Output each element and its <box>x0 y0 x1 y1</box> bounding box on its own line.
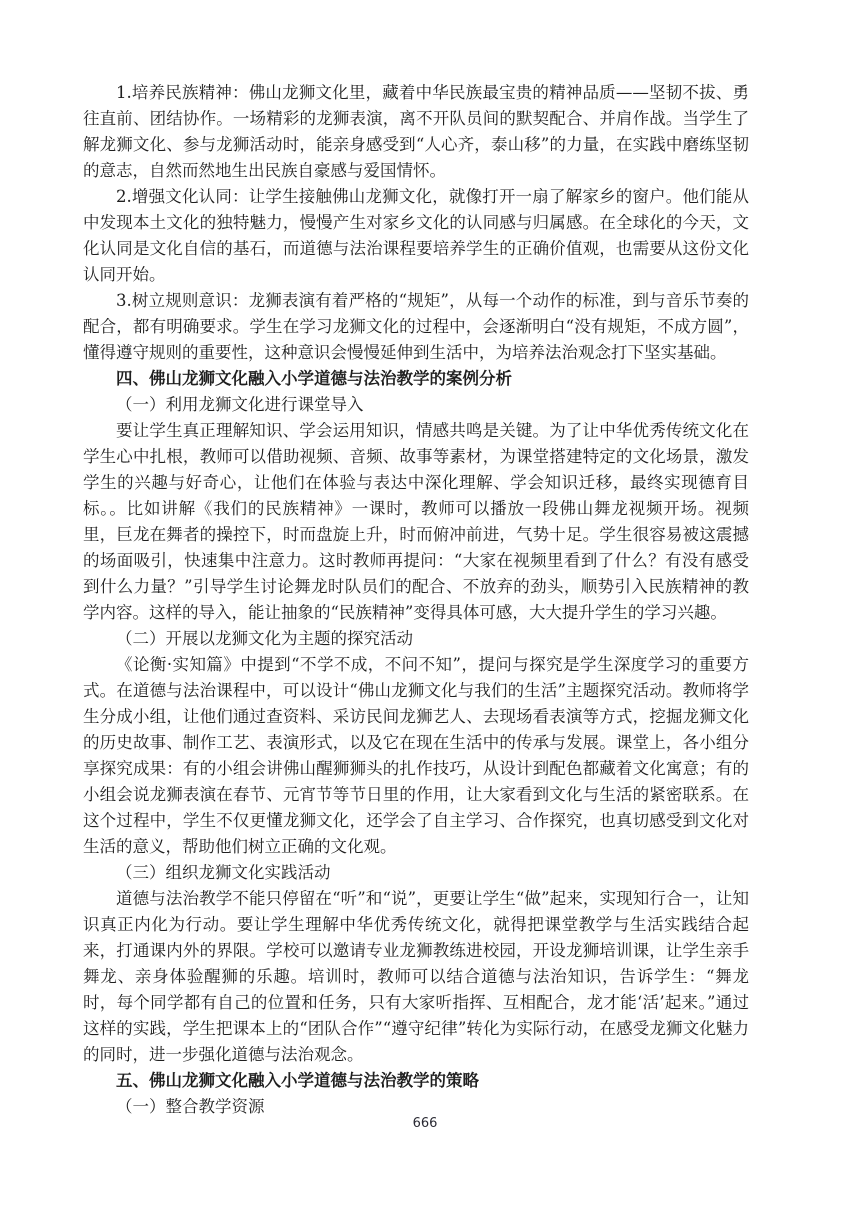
paragraph: 1.培养民族精神：佛山龙狮文化里，藏着中华民族最宝贵的精神品质——坚韧不拔、勇往直前、团结协作。一场精彩的龙狮表演，离不开队员间的默契配合、并肩作战。当学生了解龙狮文化、参与龙狮活动时，能亲身感受到“人心齐，泰山移”的力量，在实践中磨练坚韧的意志，自然而然地生出民族自豪感与爱国情怀。 <box>83 83 749 180</box>
paragraph: 道德与法治教学不能只停留在“听”和“说”，更要让学生“做”起来，实现知行合一，让知识真正内化为行动。要让学生理解中华优秀传统文化，就得把课堂教学与生活实践结合起来，打通课内外的界限。学校可以邀请专业龙狮教练进校园，开设龙狮培训课，让学生亲手舞龙、亲身体验醒狮的乐趣。培训时，教师可以结合道德与法治知识，告诉学生：“舞龙时，每个同学都有自己的位置和任务，只有大家听指挥、互相配合，龙才能‘活’起来。”通过这样的实践，学生把课本上的“团队合作”“遵守纪律”转化为实际行动，在感受龙狮文化魅力的同时，进一步强化道德与法治观念。 <box>83 889 749 1064</box>
subsection-heading: （三）组织龙狮文化实践活动 <box>116 863 331 882</box>
paragraph: 2.增强文化认同：让学生接触佛山龙狮文化，就像打开一扇了解家乡的窗户。他们能从中发现本土文化的独特魅力，慢慢产生对家乡文化的认同感与归属感。在全球化的今天，文化认同是文化自信的基石，而道德与法治课程要培养学生的正确价值观，也需要从这份文化认同开始。 <box>83 187 749 284</box>
subsection-heading: （一）利用龙狮文化进行课堂导入 <box>116 395 364 414</box>
subsection-heading: （一）整合教学资源 <box>116 1097 265 1116</box>
paragraph: 3.树立规则意识：龙狮表演有着严格的“规矩”，从每一个动作的标准，到与音乐节奏的配合，都有明确要求。学生在学习龙狮文化的过程中，会逐渐明白“没有规矩，不成方圆”，懂得遵守规则的重要性，这种意识会慢慢延伸到生活中，为培养法治观念打下坚实基础。 <box>83 291 749 362</box>
subsection-heading: （二）开展以龙狮文化为主题的探究活动 <box>116 629 413 648</box>
section-heading: 四、佛山龙狮文化融入小学道德与法治教学的案例分析 <box>116 369 512 388</box>
page-number: 666 <box>412 1116 438 1131</box>
document-body <box>83 80 749 1120</box>
paragraph: 要让学生真正理解知识、学会运用知识，情感共鸣是关键。为了让中华优秀传统文化在学生心中扎根，教师可以借助视频、音频、故事等素材，为课堂搭建特定的文化场景，激发学生的兴趣与好奇心，让他们在体验与表达中深化理解、学会知识迁移，最终实现德育目标。。比如讲解《我们的民族精神》一课时，教师可以播放一段佛山舞龙视频开场。视频里，巨龙在舞者的操控下，时而盘旋上升，时而俯冲前进，气势十足。学生很容易被这震撼的场面吸引，快速集中注意力。这时教师再提问：“大家在视频里看到了什么？有没有感受到什么力量？”引导学生讨论舞龙时队员们的配合、不放弃的劲头，顺势引入民族精神的教学内容。这样的导入，能让抽象的“民族精神”变得具体可感，大大提升学生的学习兴趣。 <box>83 421 749 622</box>
section-heading: 五、佛山龙狮文化融入小学道德与法治教学的策略 <box>116 1071 479 1090</box>
paragraph: 《论衡·实知篇》中提到“不学不成，不问不知”，提问与探究是学生深度学习的重要方式。在道德与法治课程中，可以设计“佛山龙狮文化与我们的生活”主题探究活动。教师将学生分成小组，让他们通过查资料、采访民间龙狮艺人、去现场看表演等方式，挖掘龙狮文化的历史故事、制作工艺、表演形式，以及它在现在生活中的传承与发展。课堂上，各小组分享探究成果：有的小组会讲佛山醒狮狮头的扎作技巧，从设计到配色都藏着文化寓意；有的小组会说龙狮表演在春节、元宵节等节日里的作用，让大家看到文化与生活的紧密联系。在这个过程中，学生不仅更懂龙狮文化，还学会了自主学习、合作探究，也真切感受到文化对生活的意义，帮助他们树立正确的文化观。 <box>83 655 749 856</box>
